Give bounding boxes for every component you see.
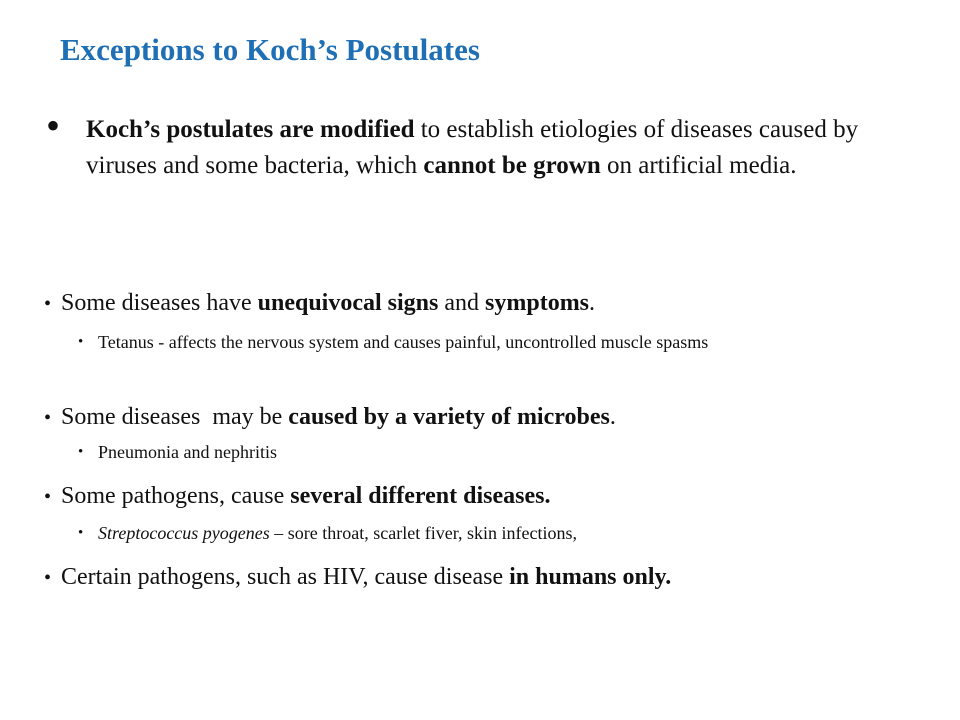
item-text: Some diseases may be [61,404,289,430]
bullet-icon: • [46,103,61,148]
species-name: Streptococcus pyogenes [98,523,270,543]
bullet-icon: • [44,293,52,315]
bullet-item-signs-symptoms [44,288,924,319]
slide-title: Exceptions to Koch’s Postulates [60,32,480,67]
bullet-icon: • [78,525,84,541]
bullet-icon: • [44,486,52,508]
item-bold: symptoms [485,290,590,316]
item-bold: several different diseases. [290,483,551,509]
sub-item-tetanus [78,330,928,354]
lead-bullet-point [46,103,926,184]
item-text: . [609,404,616,430]
item-text: and [438,290,486,316]
sub-item-streptococcus [78,521,928,545]
bullet-item-variety-microbes [44,402,924,433]
bullet-icon: • [78,334,84,350]
item-text: . [589,290,596,316]
sub-item-text: Pneumonia and nephritis [98,442,277,462]
item-text: Certain pathogens, such as HIV, cause disease [61,564,510,590]
sub-item-pneumonia [78,440,928,464]
lead-text [86,112,926,184]
bullet-icon: • [44,567,52,589]
bullet-icon: • [44,407,52,429]
sub-item-text: Tetanus - affects the nervous system and causes painful, uncontrolled muscle spasms [98,332,709,352]
item-text: Some diseases have [61,290,258,316]
item-bold: in humans only. [509,564,672,590]
item-text: Some pathogens, cause [61,483,291,509]
bullet-item-humans-only [44,562,924,593]
bullet-icon: • [78,444,84,460]
sub-item-text [98,521,928,545]
bullet-item-several-diseases [44,481,924,512]
sub-item-rest: – sore throat, scarlet fiver, skin infections, [269,523,577,543]
lead-bold-phrase-1: Koch’s postulates are modified [86,116,415,143]
lead-bold-phrase-2: cannot be grown [423,152,601,179]
item-bold: caused by a variety of microbes [288,404,610,430]
item-bold: unequivocal signs [257,290,439,316]
lead-text-1: to establish etiologies of diseases caused by viruses and some bacteria, which [86,116,859,179]
lead-text-2: on artificial media. [600,152,797,179]
